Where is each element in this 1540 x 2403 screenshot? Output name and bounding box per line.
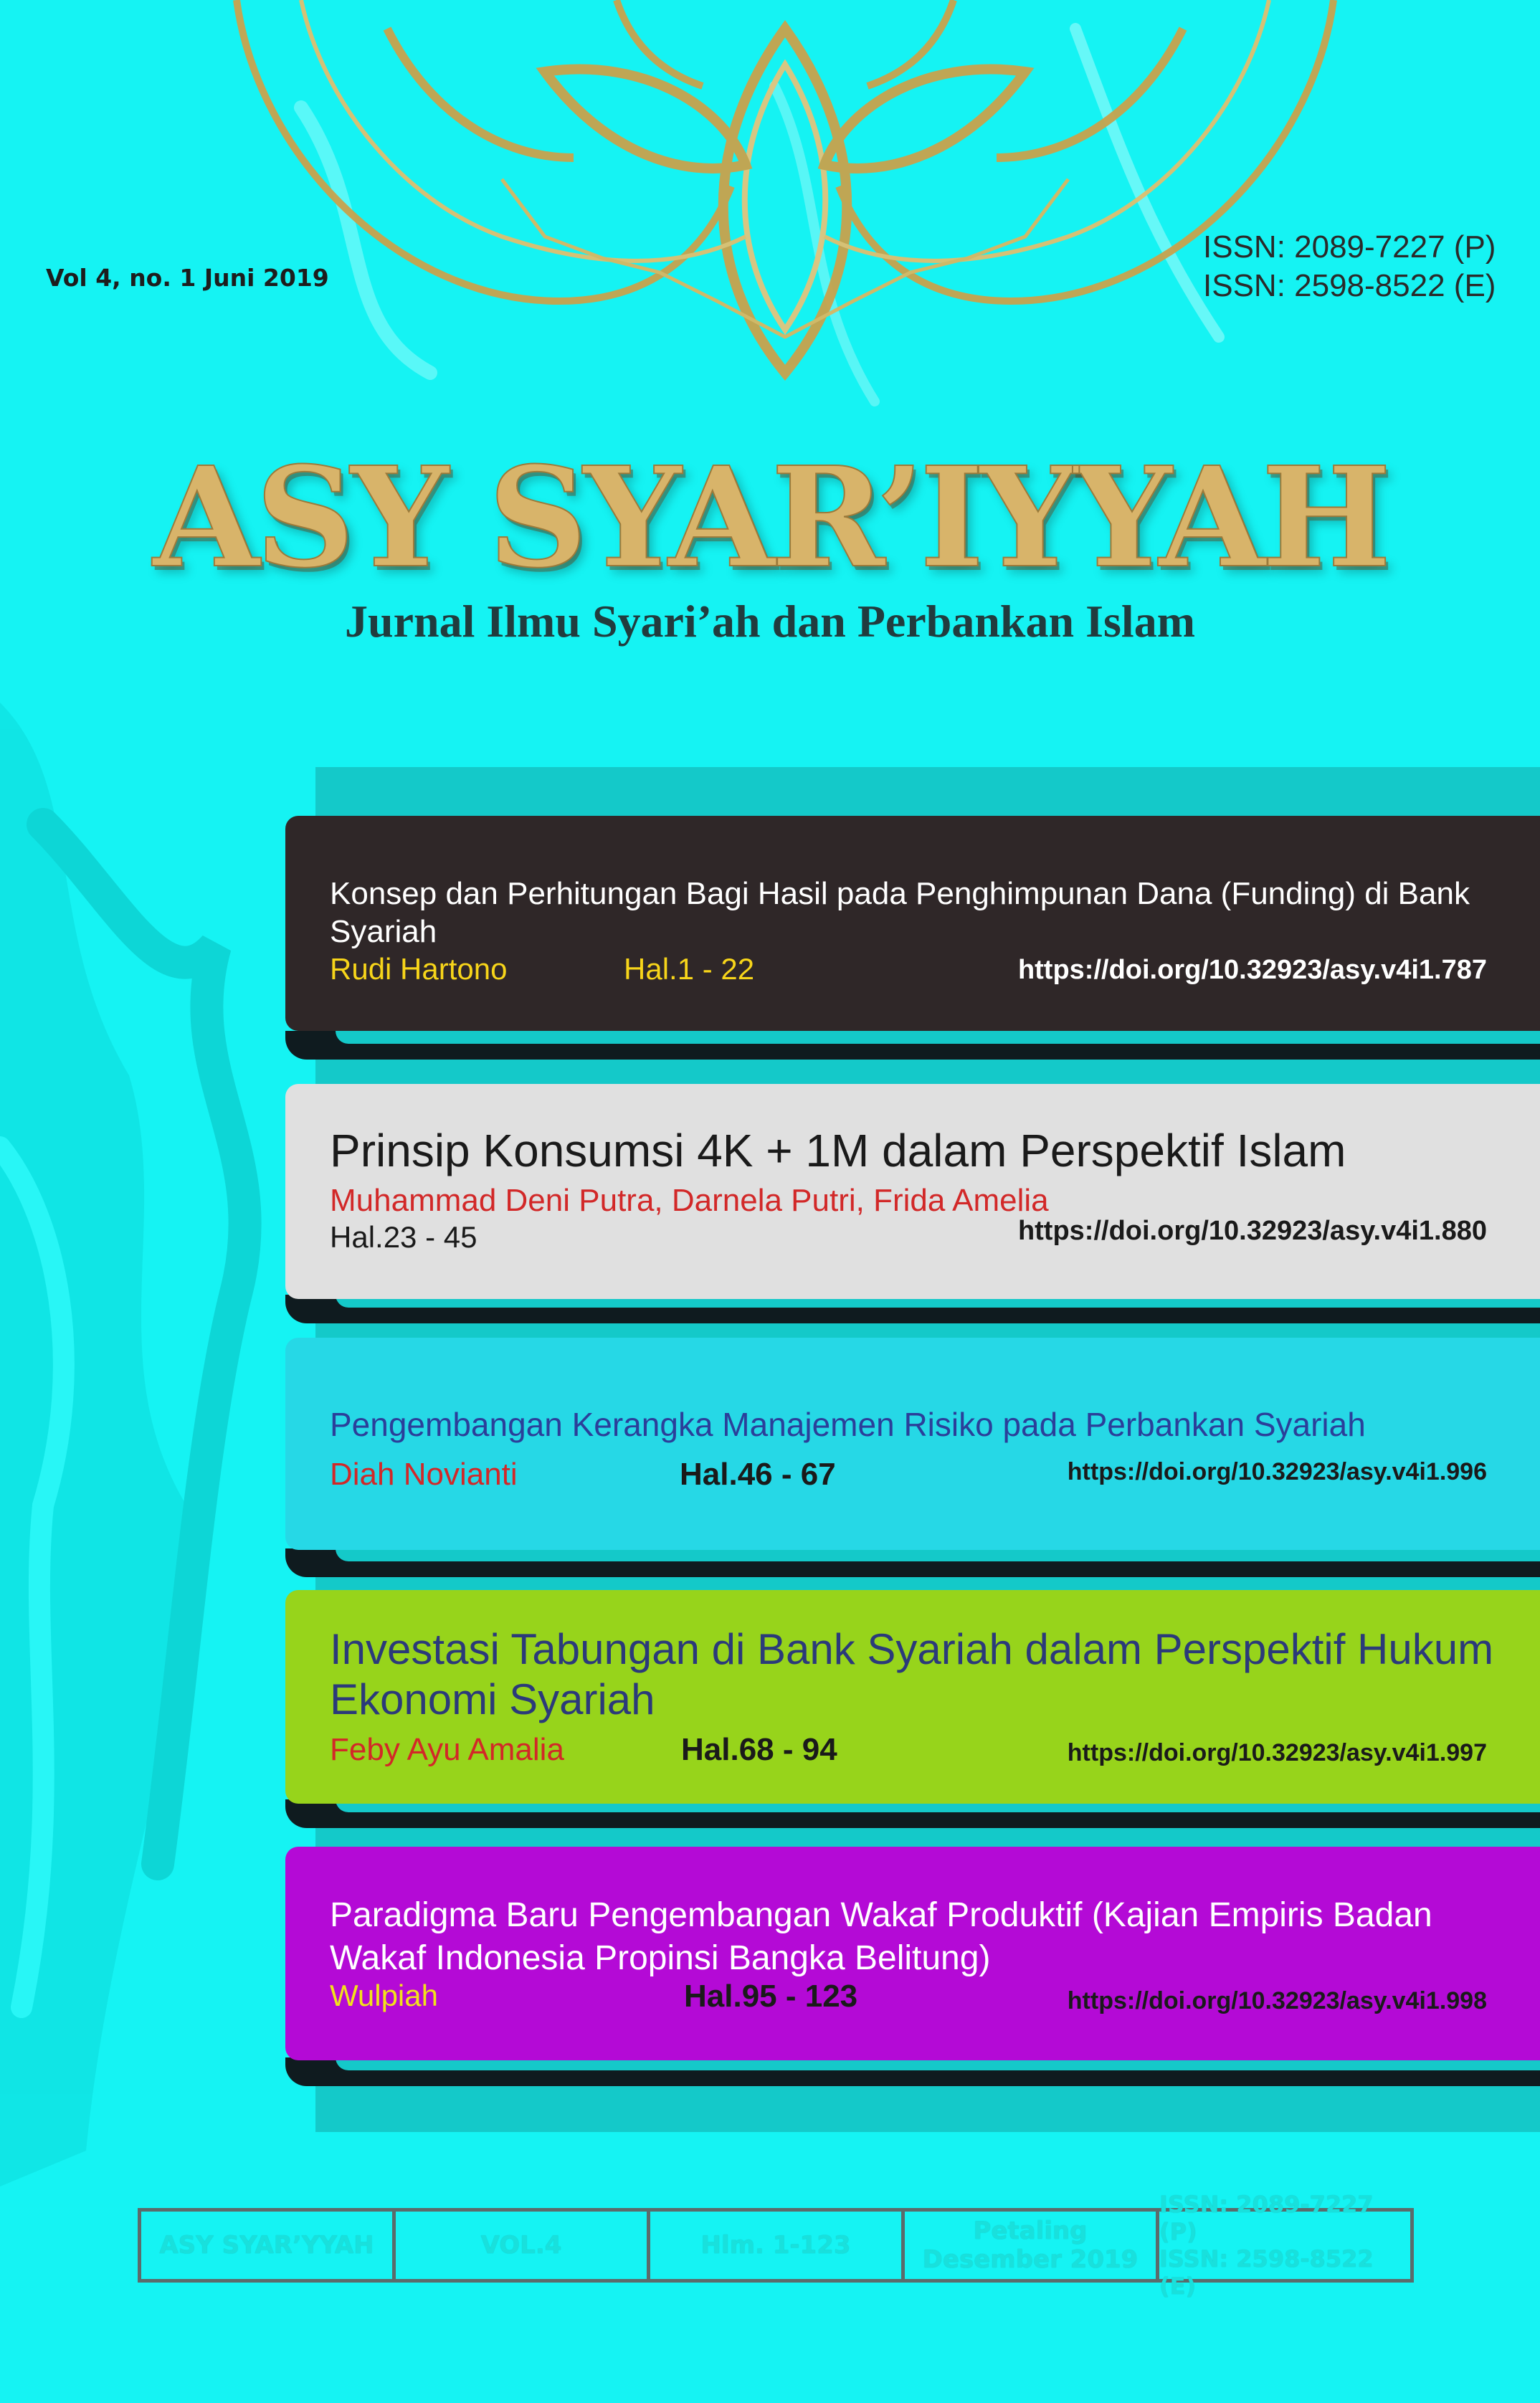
footer-volume <box>396 2212 650 2279</box>
article-doi-link[interactable]: https://doi.org/10.32923/asy.v4i1.880 <box>1017 1216 1487 1246</box>
article-pages: Hal.68 - 94 <box>681 1732 837 1767</box>
article-title: Prinsip Konsumsi 4K + 1M dalam Perspektif Islam <box>330 1125 1346 1176</box>
issn-block <box>1203 228 1496 305</box>
journal-subtitle: Jurnal Ilmu Syari’ah dan Perbankan Islam <box>344 596 1196 647</box>
footer-info-table <box>138 2191 1414 2300</box>
article-card-4 <box>285 1590 1540 1804</box>
article-pages: Hal.23 - 45 <box>330 1220 477 1254</box>
journal-title: ASY SYAR’IYYAH <box>153 437 1387 599</box>
article-card-5 <box>285 1847 1540 2060</box>
article-authors: Wulpiah <box>330 1979 438 2012</box>
issn-print: ISSN: 2089-7227 (P) <box>1203 229 1496 265</box>
ribbon-curl <box>285 1295 1540 1323</box>
article-pages: Hal.1 - 22 <box>624 952 755 986</box>
article-doi-link[interactable]: https://doi.org/10.32923/asy.v4i1.997 <box>1067 1739 1487 1766</box>
footer-place-date <box>905 2212 1159 2279</box>
article-authors: Feby Ayu Amalia <box>330 1732 564 1767</box>
footer-volume-value: VOL.4 <box>480 2231 562 2260</box>
footer-journal-name: ASY SYAR’YYAH <box>159 2231 374 2260</box>
article-authors: Rudi Hartono <box>330 952 508 986</box>
footer-issn-electronic: ISSN: 2598-8522 (E) <box>1159 2245 1374 2300</box>
article-card-2 <box>285 1084 1540 1299</box>
ribbon-curl <box>285 2057 1540 2086</box>
article-title: Pengembangan Kerangka Manajemen Risiko pada Perbankan Syariah <box>330 1406 1366 1443</box>
article-doi-link[interactable]: https://doi.org/10.32923/asy.v4i1.787 <box>1017 955 1487 985</box>
footer-pages <box>650 2212 905 2279</box>
article-title: Konsep dan Perhitungan Bagi Hasil pada Penghimpunan Dana (Funding) di Bank Syariah <box>330 876 1470 949</box>
ribbon-curl <box>285 1799 1540 1828</box>
footer-date: Desember 2019 <box>922 2245 1139 2274</box>
issn-electronic: ISSN: 2598-8522 (E) <box>1203 268 1496 303</box>
article-title: Investasi Tabungan di Bank Syariah dalam Perspektif Hukum Ekonomi Syariah <box>330 1625 1494 1723</box>
article-doi-link[interactable]: https://doi.org/10.32923/asy.v4i1.998 <box>1067 1987 1487 2014</box>
article-pages: Hal.95 - 123 <box>684 1979 858 2014</box>
article-doi-link[interactable]: https://doi.org/10.32923/asy.v4i1.996 <box>1067 1458 1487 1485</box>
mandala-ornament-icon <box>237 0 1334 373</box>
article-card-3 <box>285 1338 1540 1550</box>
article-authors: Muhammad Deni Putra, Darnela Putri, Frida Amelia <box>330 1183 1049 1218</box>
ribbon-curl <box>285 1548 1540 1577</box>
footer-issn-print: ISSN: 2089-7227 (P) <box>1159 2191 1374 2245</box>
footer-pages-value: Hlm. 1-123 <box>700 2231 851 2260</box>
article-title: Paradigma Baru Pengembangan Wakaf Produktif (Kajian Empiris Badan Wakaf Indonesia Propinsi Bangka Belitung) <box>330 1896 1432 1977</box>
article-authors: Diah Novianti <box>330 1457 518 1492</box>
footer-journal <box>141 2212 396 2279</box>
ribbon-curl <box>285 1031 1540 1060</box>
footer-issn <box>1159 2191 1410 2300</box>
article-card-1 <box>285 816 1540 1031</box>
footer-place: Petaling <box>973 2217 1088 2245</box>
volume-issue: Vol 4, no. 1 Juni 2019 <box>46 264 329 292</box>
article-pages: Hal.46 - 67 <box>680 1457 836 1492</box>
